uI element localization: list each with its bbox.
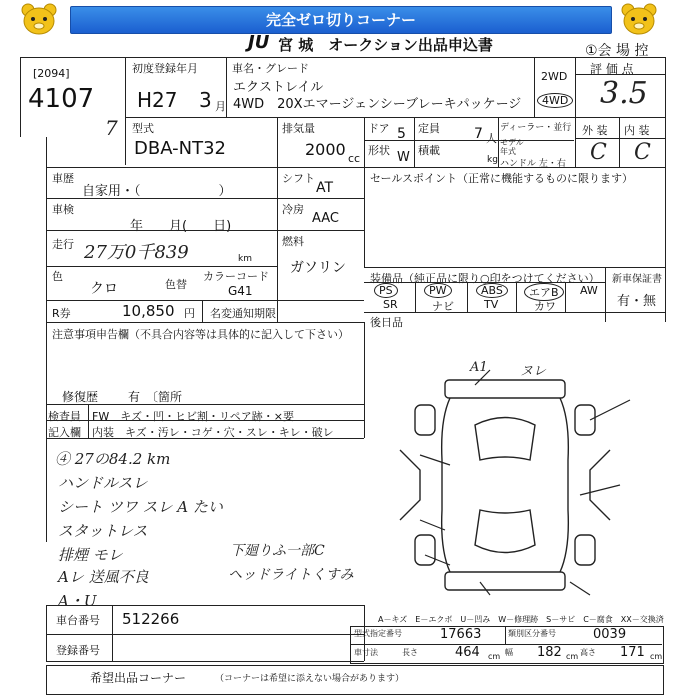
aircon-label: 冷房 <box>282 203 304 216</box>
mileage-unit: km <box>238 254 252 264</box>
history-label: 車歴 <box>52 172 74 185</box>
equip-aw: AW <box>580 284 598 297</box>
venue-label: ①会 場 控 <box>585 43 649 59</box>
fuel-value: ガソリン <box>290 260 346 276</box>
color-code-label: カラーコード <box>203 270 269 283</box>
legend: A－キズ E－エクボ U－凹み W－修理跡 S－サビ C－腐食 XX－交換済 <box>378 615 664 624</box>
class-number-label: 類別区分番号 <box>508 629 556 638</box>
equip-navi: ナビ <box>432 300 454 313</box>
chassis-value: 512266 <box>122 610 180 628</box>
drive-2wd: 2WD <box>541 70 568 83</box>
width-label: 幅 <box>505 648 513 657</box>
vehicle-grade: 4WD 20Xエマージェンシーブレーキパッケージ <box>233 97 522 112</box>
score-value: 3.5 <box>600 76 648 111</box>
height-value: 171 <box>620 645 645 660</box>
color-code: G41 <box>228 284 253 298</box>
interior-grade: C <box>634 140 651 165</box>
inspector-label: 検査員 <box>48 410 81 423</box>
equip-sr: SR <box>383 298 398 311</box>
interior-label: 内 装 <box>624 124 650 137</box>
inspector-row1: FW キズ・凹・ヒビ割・リペア跡・×要 <box>92 410 294 423</box>
model-label: 型式 <box>132 122 154 135</box>
corner-label: 希望出品コーナー <box>90 671 187 685</box>
handwritten-note-6: Aレ 送風不良 <box>58 568 149 586</box>
handwritten-note-right-2: ヘッドライトくすみ <box>228 567 354 583</box>
capacity-label: 定員 <box>418 122 440 135</box>
vehicle-name-label: 車名・グレード <box>232 62 309 75</box>
equip-pw: PW <box>424 283 452 298</box>
registration-number-label: 登録番号 <box>56 644 100 657</box>
sales-points-label: セールスポイント（正常に機能するものに限ります） <box>370 172 634 185</box>
dimensions-label: 車寸法 <box>354 648 378 657</box>
width-value: 182 <box>537 645 562 660</box>
equip-ps: PS <box>374 283 398 298</box>
handwritten-note-2: ハンドルスレ <box>58 474 148 492</box>
fuel-label: 燃料 <box>282 235 304 248</box>
handwritten-note-4: スタットレス <box>58 522 148 540</box>
class-number-value: 0039 <box>593 627 627 642</box>
logo: JU <box>248 32 270 53</box>
repair-value: 有 〔箇所 <box>128 390 183 404</box>
handwritten-note-1: ④ 27の84.2 km <box>55 450 171 468</box>
score-label: 評 価 点 <box>590 62 634 76</box>
registration-month-unit: 月 <box>215 100 226 113</box>
equipment-label: 装備品（純正品に限り○印をつけてください） <box>370 272 600 285</box>
doors-value: 5 <box>397 126 406 142</box>
inspector-entry-label: 記入欄 <box>48 426 81 439</box>
color-paint-label: 色替 <box>165 278 187 291</box>
equip-airbag: エアB <box>524 283 564 301</box>
vehicle-name: エクストレイル <box>233 80 324 95</box>
tax-value: 10,850 <box>122 302 175 320</box>
mascot-left-icon <box>20 2 58 36</box>
equip-leather: カワ <box>534 300 556 313</box>
repair-label: 修復歴 <box>62 390 99 404</box>
chassis-label: 車台番号 <box>56 614 100 627</box>
banner-title: 完全ゼロ切りコーナー <box>70 6 612 34</box>
height-unit: cm <box>650 652 663 661</box>
displacement-value: 2000 <box>305 140 346 159</box>
shift-value: AT <box>316 180 334 196</box>
aircon-value: AAC <box>312 211 339 226</box>
diagram-mark-a1-top: A1 <box>470 360 488 375</box>
handwritten-note-right-1: 下廻りふ一部C <box>230 543 325 559</box>
new-car-warranty-value: 有・無 <box>617 294 657 309</box>
exterior-label: 外 装 <box>582 124 608 137</box>
tax-label: R券 <box>52 307 71 320</box>
lot-number: 4107 <box>28 84 95 114</box>
mascot-right-icon <box>620 2 658 36</box>
color-value: クロ <box>90 281 118 297</box>
color-label: 色 <box>52 270 63 283</box>
capacity-unit: 人 <box>486 132 497 145</box>
registration-label: 初度登録年月 <box>132 62 198 75</box>
width-unit: cm <box>566 652 579 661</box>
length-label: 長さ <box>402 648 418 657</box>
model-value: DBA-NT32 <box>134 138 226 159</box>
history-value: 自家用・（ ） <box>82 184 232 199</box>
equip-abs: ABS <box>476 283 508 298</box>
capacity-value: 7 <box>474 126 483 142</box>
mileage-label: 走行 <box>52 238 74 251</box>
body-label: 形状 <box>368 144 390 157</box>
handwritten-note-7: A・U <box>58 592 97 610</box>
corner-note: （コーナーは希望に添えない場合があります） <box>215 674 405 684</box>
car-damage-diagram <box>380 350 660 610</box>
org-name: 宮 城 オークション出品申込書 <box>278 36 493 54</box>
load-unit: kg <box>487 155 498 165</box>
form-number-label: 型式指定番号 <box>354 629 402 638</box>
body-value: W <box>397 150 410 165</box>
drive-4wd: 4WD <box>537 93 573 108</box>
form-number-value: 17663 <box>440 627 482 642</box>
diagram-mark-nure: ヌレ <box>520 364 547 379</box>
registration-era-year: H27 <box>137 88 178 112</box>
notes-label: 注意事項申告欄（不具合内容等は具体的に記入して下さい） <box>52 328 349 341</box>
lot-handwritten-note: 7 <box>105 116 118 140</box>
height-label: 高さ <box>580 648 596 657</box>
back-date-label: 後日品 <box>370 316 403 329</box>
handwritten-note-3: シート ツワ スレ A たい <box>58 498 223 516</box>
dealer-label: ディーラー・並行 <box>500 123 572 133</box>
shift-label: シフト <box>282 172 315 185</box>
displacement-unit: cc <box>348 152 361 165</box>
tax-unit: 円 <box>184 307 195 320</box>
displacement-label: 排気量 <box>282 122 315 135</box>
equip-tv: TV <box>484 298 499 311</box>
tax-notice-label: 名変通知期限 <box>210 307 276 320</box>
length-unit: cm <box>488 652 501 661</box>
inspection-value: 年 月( 日) <box>130 219 232 234</box>
mileage-value: 27万0千839 <box>84 242 189 263</box>
length-value: 464 <box>455 645 480 660</box>
load-label: 積載 <box>418 144 440 157</box>
inspection-label: 車検 <box>52 203 74 216</box>
handwritten-note-5: 排煙 モレ <box>58 546 123 564</box>
exterior-grade: C <box>590 140 607 165</box>
doors-label: ドア <box>368 122 390 135</box>
handle-label: ハンドル 左・右 <box>500 159 566 169</box>
lot-tag: [2094] <box>33 67 70 80</box>
inspector-row2: 内装 キズ・汚レ・コゲ・穴・スレ・キレ・破レ <box>92 426 334 439</box>
model-year-label: モデル年式 <box>500 138 524 156</box>
new-car-warranty-label: 新車保証書 <box>612 274 662 285</box>
registration-month: 3 <box>199 88 212 112</box>
